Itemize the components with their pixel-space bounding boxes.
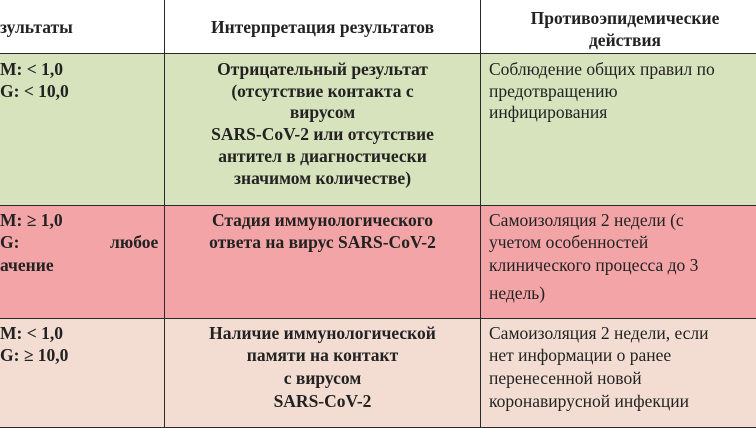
row1-result-m: M: < 1,0 [0, 59, 63, 79]
header-interpretation: Интерпретация результатов [210, 17, 435, 37]
row3-action-line4: коронавирусной инфекции [489, 391, 689, 411]
row1-result-g: G: < 10,0 [0, 81, 69, 101]
header-actions-line1: Противоэпидемические [530, 8, 720, 28]
row1-action-line1: Соблюдение общих правил по [489, 59, 715, 79]
row2-action-line2: учетом особенностей [489, 232, 649, 252]
row1-action-line2: предотвращению [489, 81, 618, 101]
row3-result-m: M: < 1,0 [0, 323, 63, 343]
row3-action-line1: Самоизоляция 2 недели, если [489, 323, 709, 343]
row1-interp-line2: (отсутствие контакта с [231, 81, 414, 101]
row1-interp-line4: SARS-CoV-2 или отсутствие [211, 124, 434, 144]
row2-action-line4: недель) [489, 283, 546, 303]
row3-interp-line4: SARS-CoV-2 [273, 391, 372, 411]
row3-action-line3: перенесенной новой [489, 368, 642, 388]
row2-interp-line1: Стадия иммунологического [211, 210, 434, 230]
row2-result-m: M: ≥ 1,0 [0, 210, 63, 230]
row3-result-g: G: ≥ 10,0 [0, 345, 69, 365]
header-actions-line2: действия [588, 30, 662, 50]
row1-action-line3: инфицирования [489, 102, 608, 122]
row3-interp-line2: памяти на контакт [246, 345, 399, 365]
row2-interp-line2: ответа на вирус SARS-CoV-2 [209, 232, 436, 252]
row2-action-line1: Самоизоляция 2 недели (с [489, 210, 684, 230]
row3-action-line2: нет информации о ранее [489, 345, 672, 365]
row2-result-g: G: [0, 232, 20, 252]
row3-interp-line3: с вирусом [283, 368, 362, 388]
row1-interp-line3: вирусом [289, 102, 356, 122]
row2-action-line3: клинического процесса до 3 [489, 255, 699, 275]
header-results: зультаты [0, 17, 73, 37]
row1-interp-line1: Отрицательный результат [217, 59, 428, 79]
row2-result-any: любое [110, 232, 159, 252]
row1-interp-line6: значимом количестве) [233, 168, 412, 188]
row1-interp-line5: антител в диагностически [218, 146, 427, 166]
row2-result-value: ачение [0, 255, 54, 275]
row3-interp-line1: Наличие иммунологической [209, 323, 436, 343]
